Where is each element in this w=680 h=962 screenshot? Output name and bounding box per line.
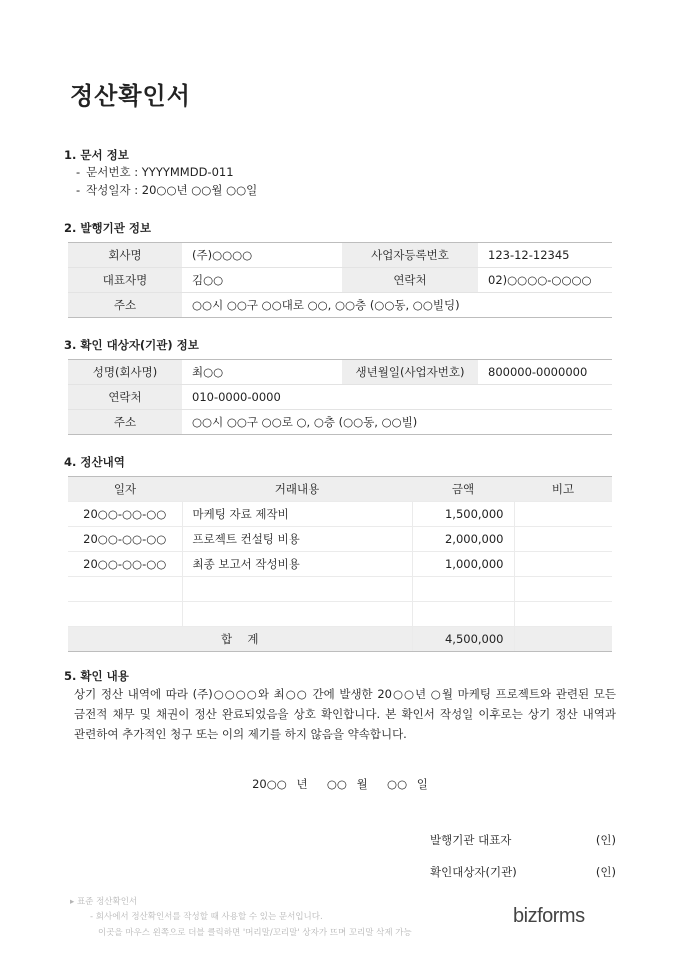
row-amount: 2,000,000 [412,527,514,552]
footer-line-3: 이곳을 마우스 왼쪽으로 더블 클릭하면 '머리말/꼬리말' 상자가 뜨며 꼬리말 삭제 가능 [98,928,412,938]
row-desc [182,602,412,627]
row-desc: 프로젝트 컨설팅 비용 [182,527,412,552]
col-header-desc: 거래내용 [182,477,412,502]
target-signature-label: 확인대상자(기관) [430,865,517,879]
col-header-amount: 금액 [412,477,514,502]
total-row [68,627,612,652]
row-amount: 1,000,000 [412,552,514,577]
footer-line-2: - 회사에서 정산확인서를 작성할 때 사용할 수 있는 문서입니다. [90,912,323,922]
target-name: 최○○ [182,360,342,385]
target-address: ○○시 ○○구 ○○로 ○, ○층 (○○동, ○○빌) [182,410,612,435]
row-note [514,552,612,577]
row-date: 20○○-○○-○○ [68,502,182,527]
issuer-contact: 02)○○○○-○○○○ [478,268,612,293]
issuer-signature-row [430,832,616,848]
table-row [68,527,612,552]
target-birth: 800000-0000000 [478,360,612,385]
issuer-contact-label: 연락처 [342,268,478,293]
bullet-dash: - [76,183,81,197]
row-note [514,502,612,527]
issuer-ceo-label: 대표자명 [68,268,182,293]
row-note [514,577,612,602]
row-amount [412,577,514,602]
row-date [68,577,182,602]
issuer-bizno: 123-12-12345 [478,243,612,268]
row-date [68,602,182,627]
col-header-date: 일자 [68,477,182,502]
doc-date: 작성일자 : 20○○년 ○○월 ○○일 [86,183,258,197]
section-5-heading: 5. 확인 내용 [64,669,129,683]
section-1-heading: 1. 문서 정보 [64,148,129,162]
row-desc: 마케팅 자료 제작비 [182,502,412,527]
row-date: 20○○-○○-○○ [68,552,182,577]
table-row [68,577,612,602]
footer-line-1: ▸ 표준 정산확인서 [70,897,138,907]
table-row [68,502,612,527]
row-note [514,527,612,552]
target-contact: 010-0000-0000 [182,385,612,410]
row-desc: 최종 보고서 작성비용 [182,552,412,577]
issuer-company: (주)○○○○ [182,243,342,268]
row-amount [412,602,514,627]
doc-date-line [76,182,257,198]
target-birth-label: 생년월일(사업자번호) [342,360,478,385]
bullet-dash: - [76,165,81,179]
issuer-seal: (인) [595,833,616,847]
row-amount: 1,500,000 [412,502,514,527]
target-signature-row [430,864,616,880]
total-note [514,627,612,652]
row-date: 20○○-○○-○○ [68,527,182,552]
section-4-heading: 4. 정산내역 [64,455,125,469]
section-3-heading: 3. 확인 대상자(기관) 정보 [64,338,199,352]
table-row [68,552,612,577]
doc-number-line [76,164,234,180]
table-row [68,602,612,627]
signing-date: 20○○ 년 ○○ 월 ○○ 일 [252,777,428,791]
total-amount: 4,500,000 [412,627,514,652]
confirmation-text: 상기 정산 내역에 따라 (주)○○○○와 최○○ 간에 발생한 20○○년 ○월 마케팅 프로젝트와 관련된 모든 금전적 채무 및 채권이 정산 완료되었음을 상호 확인합니다. 본 확인서 작성일 이후로는 상기 정산 내역과 관련하여 추가적인 청구 또는 이의 제기를 하지 않음을 약속합니다. [74,687,616,741]
issuer-bizno-label: 사업자등록번호 [342,243,478,268]
row-note [514,602,612,627]
total-label: 합 계 [68,627,412,652]
target-name-label: 성명(회사명) [68,360,182,385]
issuer-company-label: 회사명 [68,243,182,268]
section-2-heading: 2. 발행기관 정보 [64,221,152,235]
issuer-address: ○○시 ○○구 ○○대로 ○○, ○○층 (○○동, ○○빌딩) [182,293,612,318]
settlement-table [68,476,612,652]
target-seal: (인) [595,865,616,879]
bizforms-logo: bizforms [513,905,585,927]
col-header-note: 비고 [514,477,612,502]
issuer-address-label: 주소 [68,293,182,318]
document-title: 정산확인서 [70,82,191,110]
issuer-info-table [68,242,612,318]
issuer-ceo: 김○○ [182,268,342,293]
row-desc [182,577,412,602]
target-contact-label: 연락처 [68,385,182,410]
issuer-signature-label: 발행기관 대표자 [430,833,512,847]
target-address-label: 주소 [68,410,182,435]
target-info-table [68,359,612,435]
doc-number: 문서번호 : YYYYMMDD-011 [86,165,234,179]
